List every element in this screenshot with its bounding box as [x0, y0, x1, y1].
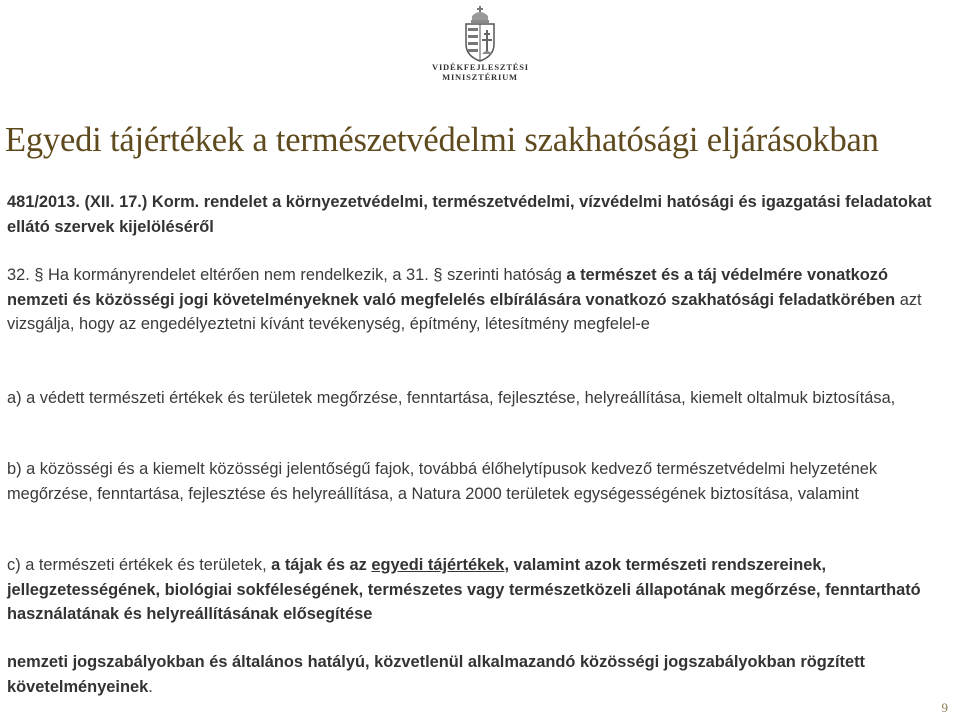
- item-b: b) a közösségi és a kiemelt közösségi jelentőségű fajok, továbbá élőhelytípusok kedvező természetvédelmi helyzetének megőrzése, fenntartása, fejlesztése és helyreállítása, a Natura 2000 területek egységességének biztosítása, valamint: [7, 460, 878, 503]
- closing-paragraph: [7, 650, 947, 699]
- ministry-name-line1: VIDÉKFEJLESZTÉSI: [432, 62, 529, 72]
- item-c-underlined-term: egyedi tájértékek: [371, 556, 505, 574]
- closing-bold: nemzeti jogszabályokban és általános hatályú, közvetlenül alkalmazandó közösségi jogszabályokban rögzített követelményeinek: [7, 653, 866, 696]
- item-c-intro: c) a természeti értékek és területek,: [7, 556, 272, 574]
- item-c: [7, 553, 947, 627]
- item-c-bold-1: a tájak és az: [271, 556, 372, 574]
- regulation-heading: [7, 190, 947, 239]
- page-number: 9: [941, 700, 948, 715]
- closing-period: .: [148, 677, 153, 696]
- section-32-tail: azt vizsgálja, hogy az engedélyeztetni kívánt tevékenység, építmény, létesítmény megfelel-e: [7, 290, 922, 333]
- section-32-paragraph: [7, 263, 947, 337]
- item-c-bold-2: , valamint azok természeti rendszereinek, jellegzetességének, biológiai sokféleségének, természetes vagy természetközeli állapotának megőrzése, fenntartható használatának és helyreállításának elősegítése: [7, 556, 921, 623]
- ministry-name-line2: MINISZTÉRIUM: [442, 72, 518, 82]
- section-32-intro: 32. § Ha kormányrendelet eltérően nem rendelkezik, a 31. § szerinti hatóság: [7, 266, 567, 284]
- slide-title: Egyedi tájértékek a természetvédelmi szakhatósági eljárásokban: [5, 121, 879, 159]
- coat-of-arms-icon: [460, 6, 500, 62]
- item-a: a) a védett természeti értékek és területek megőrzése, fenntartása, fejlesztése, helyreállítása, kiemelt oltalmuk biztosítása,: [7, 389, 896, 407]
- regulation-text: 481/2013. (XII. 17.) Korm. rendelet a környezetvédelmi, természetvédelmi, vízvédelmi hatósági és igazgatási feladatokat ellátó szervek kijelöléséről: [7, 193, 932, 236]
- ministry-logo: [432, 6, 528, 92]
- section-32-scope: a természet és a táj védelmére vonatkozó nemzeti és közösségi jogi követelményeknek való megfelelés elbírálására vonatkozó szakhatósági feladatkörében: [7, 266, 896, 309]
